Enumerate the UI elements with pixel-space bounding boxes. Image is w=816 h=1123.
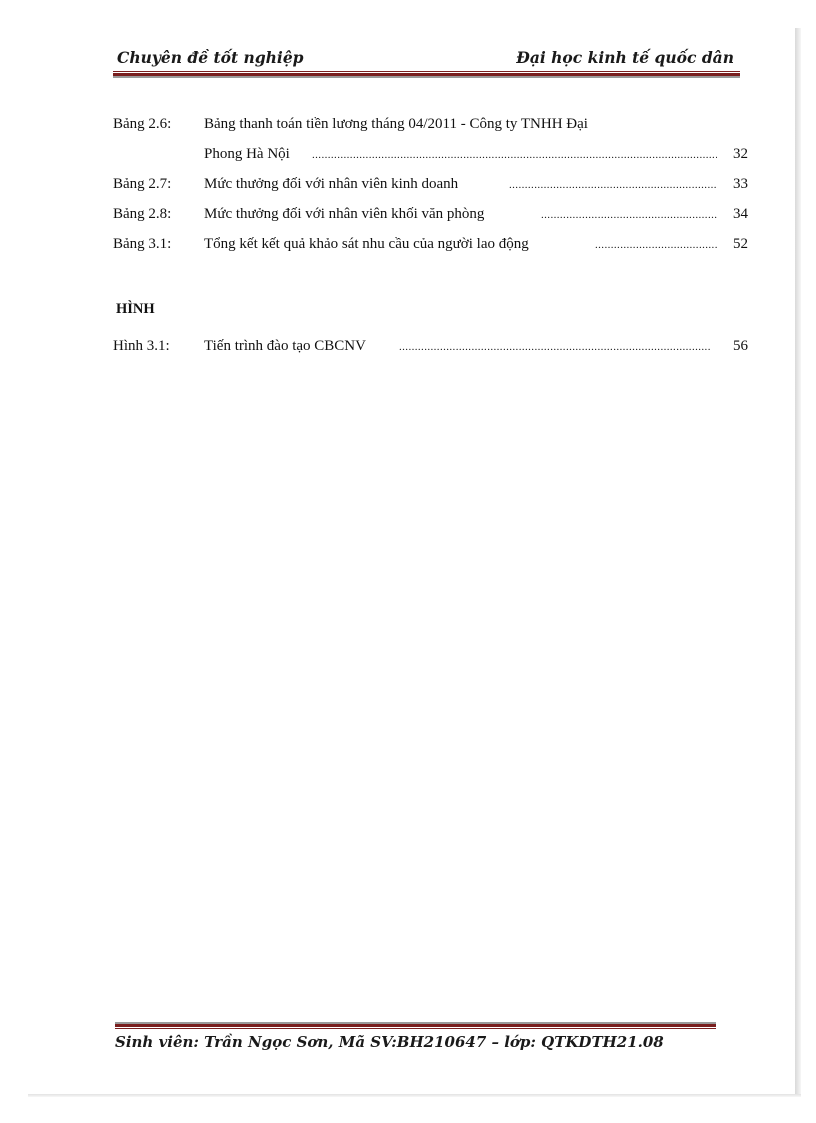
toc-entry-title: Mức thưởng đối với nhân viên khối văn phòng [204, 206, 485, 222]
toc-entry-page-number: 56 [733, 338, 748, 354]
toc-entry-table-3-1[interactable] [113, 232, 748, 256]
toc-entry-label: Bảng 2.8: [113, 206, 172, 222]
footer-rule-thick [115, 1024, 716, 1027]
toc-entry-table-2-6[interactable] [113, 112, 748, 136]
toc-leader-dots [509, 172, 717, 196]
toc-entry-title: Tổng kết kết quả khảo sát nhu cầu của người lao động [204, 236, 529, 252]
toc-leader-dots [541, 202, 717, 226]
toc-leader-dots [312, 142, 717, 166]
header-rule-shadow [113, 76, 740, 78]
header-left-title: Chuyên đề tốt nghiệp [117, 48, 304, 67]
toc-entry-label: Bảng 3.1: [113, 236, 172, 252]
toc-entry-label: Hình 3.1: [113, 338, 170, 354]
toc-entry-title: Phong Hà Nội [204, 146, 290, 162]
toc-entry-title: Mức thưởng đối với nhân viên kinh doanh [204, 176, 459, 192]
toc-entry-page-number: 33 [733, 176, 748, 192]
page-shadow-right [795, 28, 801, 1096]
footer-rule-thin [115, 1028, 716, 1029]
footer-student-info: Sinh viên: Trần Ngọc Sơn, Mã SV:BH210647 – lớp: QTKDTH21.08 [115, 1033, 664, 1051]
toc-entry-table-2-8[interactable] [113, 202, 748, 226]
figures-section-heading: HÌNH [116, 301, 155, 317]
toc-entry-title: Tiến trình đào tạo CBCNV [204, 338, 366, 354]
page-shadow-bottom [28, 1094, 801, 1097]
toc-entry-table-2-6-continued[interactable] [113, 142, 748, 166]
header-right-title: Đại học kinh tế quốc dân [516, 48, 734, 67]
toc-entry-table-2-7[interactable] [113, 172, 748, 196]
toc-entry-page-number: 52 [733, 236, 748, 252]
toc-entry-page-number: 34 [733, 206, 748, 222]
toc-entry-label: Bảng 2.7: [113, 176, 172, 192]
toc-entry-page-number: 32 [733, 146, 748, 162]
toc-leader-dots [595, 232, 717, 256]
toc-entry-label: Bảng 2.6: [113, 116, 172, 132]
toc-entry-title: Bảng thanh toán tiền lương tháng 04/2011 - Công ty TNHH Đại [204, 116, 588, 132]
toc-leader-dots [399, 334, 711, 358]
header-rule-thin [113, 71, 740, 72]
toc-entry-figure-3-1[interactable] [113, 334, 748, 358]
